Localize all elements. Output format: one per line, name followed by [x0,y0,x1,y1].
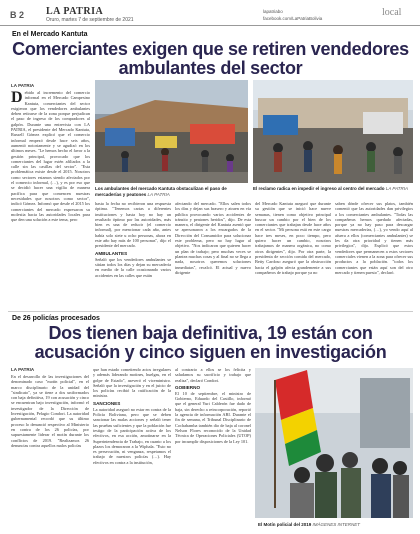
story2-col3-subhead: GOBIERNO [175,384,201,390]
story1-photo2-caption-text: El reclamo radica en impedir el ingreso al centro del mercado [253,186,385,191]
page-number: B 2 [10,10,25,20]
masthead: LA PATRIA [46,6,104,17]
section-tag: local [382,7,402,18]
story2-photo-caption [258,522,413,528]
dropcap: D [11,89,23,106]
story2-photo-credit: IMÁGENES INTERNET [312,522,361,527]
story2-col1-text: En el desarrollo de las investigaciones del denominado caso "motín policial", en el marco disciplinario de la unidad del "sindicato", ya se tiene a dos uniformados con baja definitiva, 19 con acusación y cinco se encuentran bajo investigación, informó el investigador de la Dirección de Investigación, Pelagio Condori. La autoridad gubernamental recordó que su último proceso lo denunció respectivo al Ministerio en contra de los 26 policías, por supuestamente liderar el motín durante los conflictos de 2019. "Realizamos 26 denuncias contra aquellos malos policías [11,374,89,448]
story1-photo2-caption [253,186,413,192]
story1-col3 [175,201,251,308]
story1-photo-market [95,80,248,183]
story2-headline: Dos tienen baja definitiva, 19 están con acusación y cinco siguen en investigación [34,323,387,362]
story2-col2-subhead: SANCIONES [93,400,121,406]
story1-headline: Comerciantes exigen que se retiren vendedores ambulantes del sector [12,39,409,78]
social-links [263,8,322,22]
story1-photo-street [253,80,413,183]
story2-col3b-text: El 10 de septiembre, el ministro de Gobierno, Eduardo del Castillo, informó que el general Yuri Calderón fue dado de baja, sin derecho a reincorporación, reportó la agencia de información ABI. Durante el fin de semana, el Tribunal Disciplinario de Cochabamba también dio de baja al coronel Nelson Flores reconocido de la Unidad Técnica de Operaciones Policiales (UTOP) por incumplir disposiciones de la Ley 101. [175,390,251,444]
story1-col4-text: del Mercado Kantuta aseguró que durante su gestión que se inició hace nueve semanas, tienen como objetivo principal buscar un cambio por el bien de los comerciantes que trabajan desde hace años en el sector. "Mi persona está en este cargo hace tres meses, en poco tiempo, pero quiero hacer un cambio, nosotros trabajamos de manera orgánica, no como otros dirigentes", dijo. Por otra parte, la presidenta de sección comida del mercado, Betty Cardoso aseguró que la obstrucción hacia el galpón afecta grandemente a sus compañeros de trabajo porque ya no [255,201,331,275]
story1-photo-caption [95,186,248,197]
story2-source: LA PATRIA [11,367,35,372]
story2-col2-text: que han estado cometiendo actos irregulares y además liderando motines, huelgas, en el golpe de Estado", aseveró el viceministro. Señaló que la investigación y en el juicio de los policías recibió la ratificación de la ministra. [93,367,171,399]
story2-photo-protest [255,368,413,518]
story1-col2-text: hasta la fecha no recibieron una respuesta óptima. "Tenemos cartas a diferentes instituciones y hasta hoy no hay un resultado óptimo por las autoridades, más bien es una de reducir (el comercio informal), por mencionar cada año, antes había solo siete u ocho personas, ahora en este año hay más de 100 personas", dijo el presidente del mercado. [95,201,171,249]
story2-col3 [175,367,251,529]
story2-col3-text: al contrario a ellos se los felicita y saludamos su sacrificio y trabajo que realiza", declaró Condori. [175,367,251,383]
story1-source: LA PATRIA [11,83,35,88]
story-divider [8,311,413,312]
story1-col1-text: ebido al incremento del comercio informal en el Mercado Campesino Kantuta, comerciantes del sector exigieron que los vendedores ambulantes deben retirarse de la zona porque perjudican el paso de ingreso de los compradores al galpón. Durante una entrevista con LA PATRIA, el presidente del Mercado Kantuta, Russell Gómez explicó que el comercio informal empezó desde hace seis años, aumentó notoriamente y se agudizó en los últimos meses. "Le hemos hecho el favor a la gestión principal, provocado que los comerciantes del lugar estén afiliados a la calle sin las casillas del sector". "Esta problemática existe desde el 2015. Nosotros como sectores estamos siendo afectados por el comercio informal, (…), y es por eso que se decidió hacer una vigilia de manera pacífica para que comencen nuestras necesidades que nosotros como sector", indicó Gómez. Informó que desde el 2015 los comerciantes del mercado expresaron su molestia hacia las autoridades locales para que den una solución a este tema, pero [11,90,90,223]
story1-col2 [95,201,171,308]
story1-col3-text: afectando del mercado. "Ellos salen todos los días y dejan sus brasero y atraen en vía pública provocando varios accidentes de tránsito y peatones heridos", dijo. De esta manera, el dirigente del Kantuta asentó que se apersonaron a los encargados de la Dirección del Consumidor para solucionar este problema, pero no hay lugar al objetivo. "Nos indicaron que quieren hacer un plan de trabajo; pero muchas veces se plantea muchas cosas y al final no se llega a nada, nosotros queremos soluciones inmediatas", recalcó. El actual y nuevo dirigente [175,201,251,275]
dateline: Oruro, martes 7 de septiembre de 2021 [46,17,134,23]
story2-photo-caption-text: El Motín policial del 2019 [258,522,312,527]
story1-photo-credit: LA PATRIA [147,191,170,197]
story1-col2b-text: Señaló que los vendedores ambulantes se sitúan todos los días y dejan su mercadería en medio de la calle ocasionando varios accidentes en las calles que están [95,256,171,278]
story1-col5-text: saben dónde ofrecer sus platos, también comentó que las autoridades dan privilegios a los comerciantes ambulantes. "Todas las compañeras hemos quedado afectadas, porque ya no hay paso para descargar nuestras mercaderías, (…), yo vendo aquí al afuera a ellos (comerciantes ambulantes) se les da otra prioridad y tienen más privilegios", dijo. Explicó que estos vendedores que permanecen a estos sectores comerciales vienen a la zona para ofrecer sus productos a la población. "todos los comerciantes que están aquí son del otro mercado y tienen puesto", declaró. [335,201,413,275]
story1-photo2-credit: LA PATRIA [385,186,409,191]
story2-col1 [11,367,89,529]
social-handle: lapatriabo [263,9,283,14]
story1-kicker: En el Mercado Kantuta [12,31,88,38]
story1-col2-subhead: AMBULANTES [95,250,128,256]
story1-col1 [11,83,90,308]
story1-photo-caption-text: Los ambulantes del mercado Kantuta obstaculizan el paso de mercaderías y peatones [95,186,227,197]
social-page: facebook.com/LaPatriaBolivia [263,16,323,21]
story1-col4 [255,201,331,308]
page-header [0,0,420,26]
story2-col2b-text: La autoridad aseguró no estar en contra de la Policía Boliviana, pero que se deben sancionar las malas acciones y señaló tener las pruebas suficientes y que la población fue testigo de la participación activa de los efectivos, en esa acción, amotinarse en la Superintendencia de Trabajo, en cuanto a los plazos los demoraron a la Wiphala. "Esto no es persecución, ni venganza, respetamos el trabajo de nuestros policías (…). Hay efectivos en contra a la institución, [93,406,171,465]
story1-col5 [335,201,413,308]
story2-col2 [93,367,171,529]
story2-kicker: De 26 policías procesados [12,315,100,322]
